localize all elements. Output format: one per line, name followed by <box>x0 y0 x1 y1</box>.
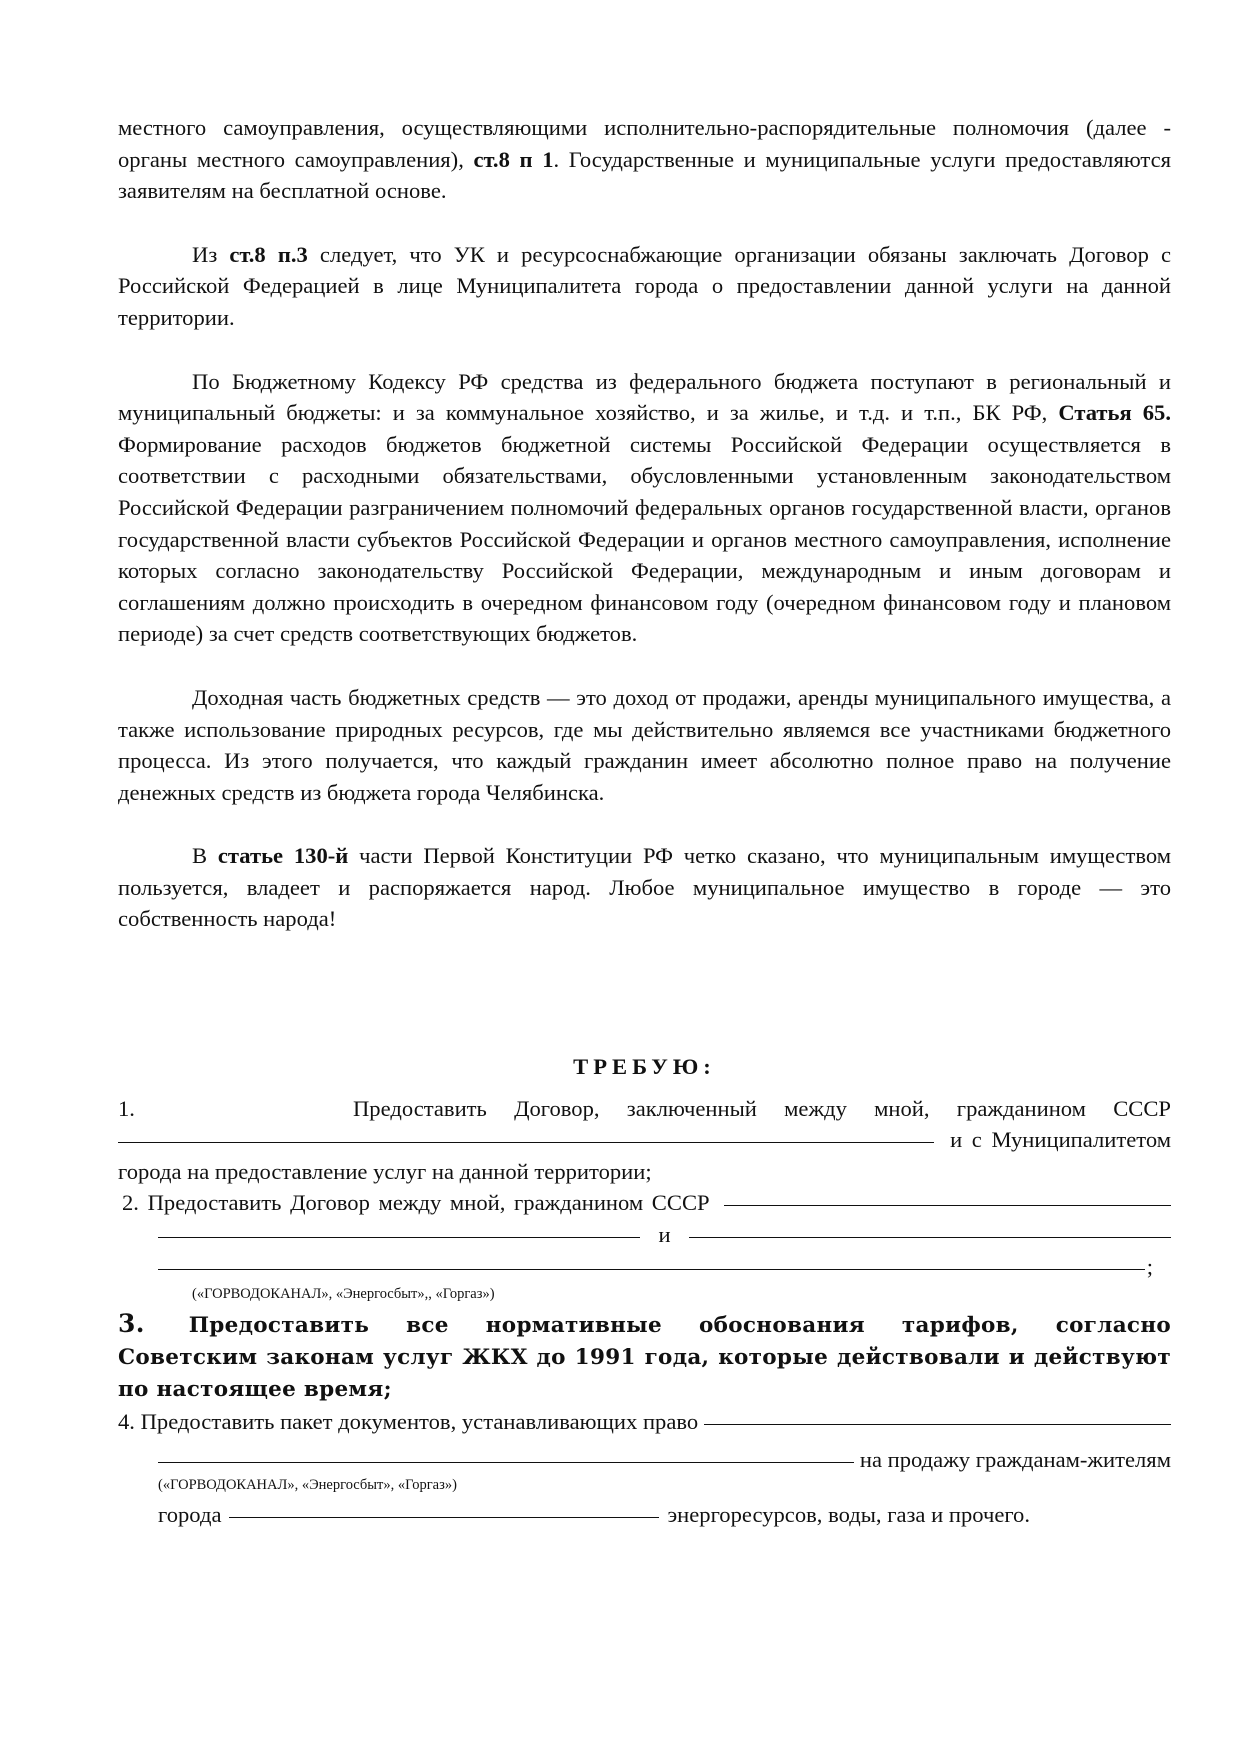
demand-3-number: 3. <box>118 1309 145 1339</box>
demand-4-line-1 <box>118 1406 1171 1438</box>
paragraph-text: По Бюджетному Кодексу РФ средства из федерального бюджета поступают в региональный и муниципальный бюджеты: и за коммунальное хозяйство, и за жилье, и т.д. и т.п., БК РФ, <box>118 368 1171 426</box>
paragraph-text: . Государственные и муниципальные услуги предоставляются заявителям на бесплатной основе. <box>118 146 1171 204</box>
paragraph-text: местного самоуправления, осуществляющими исполнительно-распорядительные полномочия (далее - органы местного самоуправления), <box>118 115 1171 172</box>
document-page <box>118 112 1171 1531</box>
demand-2-text: 2. Предоставить Договор между мной, гражданином СССР <box>122 1190 710 1216</box>
blank-line <box>158 1237 640 1238</box>
demand-2-note: («ГОРВОДОКАНАЛ», «Энергосбыт»,, «Горгаз») <box>192 1286 495 1303</box>
demand-4-line-3 <box>118 1499 1171 1531</box>
demand-3-text: Предоставить все нормативные обоснования тарифов, согласно Советским законам услуг ЖКХ до 1991 года, которые действовали и действуют по настоящее время; <box>118 1313 1171 1403</box>
blank-line <box>158 1269 1145 1270</box>
law-reference: Статья 65. <box>1058 400 1171 426</box>
paragraph-text: В <box>192 843 218 869</box>
demand-2-line-3 <box>118 1251 1171 1283</box>
paragraph-5 <box>118 840 1171 935</box>
paragraph-text: следует, что УК и ресурсоснабжающие организации обязаны заключать Договор с Российской Федерацией в лице Муниципалитета города о предоставлении данной услуги на данной территории. <box>118 241 1172 330</box>
demand-4-text: на продажу гражданам-жителям <box>859 1446 1171 1472</box>
blank-line <box>118 1142 934 1143</box>
demand-4-city: города <box>158 1502 222 1528</box>
paragraph-text: Формирование расходов бюджетов бюджетной системы Российской Федерации осуществляется в соответствии с расходными обязательствами, обусловленными установленным законодательством Российской Федерации разграничением полномочий федеральных органов государственной власти, органов государственной власти субъектов Российской Федерации и органов местного самоуправления, исполнение которых согласно законодательству Российской Федерации, международным и иным договорам и соглашениям должно происходить в очередном финансовом году (очередном финансовом году и плановом периоде) за счет средств соответствующих бюджетов. <box>118 431 1171 647</box>
demand-4-note: («ГОРВОДОКАНАЛ», «Энергосбыт», «Горгаз») <box>158 1477 457 1494</box>
blank-line <box>724 1205 1171 1206</box>
blank-line <box>158 1462 854 1463</box>
demand-title: ТРЕБУЮ: <box>573 1054 716 1080</box>
paragraph-4: Доходная часть бюджетных средств — это доход от продажи, аренды муниципального имущества, а также использование природных ресурсов, где мы действительно являемся все участниками бюджетного процесса. Из этого получается, что каждый гражданин имеет абсолютно полное право на получение денежных средств из бюджета города Челябинска. <box>118 684 1171 805</box>
demand-2-line-2 <box>118 1219 1171 1251</box>
law-reference: статье 130-й <box>217 843 349 869</box>
demand-1-line-3: города на предоставление услуг на данной территории; <box>118 1158 652 1184</box>
blank-line <box>229 1517 659 1518</box>
demand-1-line-2 <box>118 1124 1171 1156</box>
demand-2-semicolon: ; <box>1146 1253 1153 1279</box>
paragraph-1 <box>118 112 1171 207</box>
demand-4-text: 4. Предоставить пакет документов, устанавливающих право <box>118 1409 699 1435</box>
demand-4-line-2 <box>118 1444 1171 1476</box>
demand-4-text: энергоресурсов, воды, газа и прочего. <box>667 1502 1030 1528</box>
blank-line <box>704 1424 1171 1425</box>
demand-1-text: и с Муниципалитетом <box>950 1127 1171 1153</box>
blank-line <box>689 1237 1171 1238</box>
paragraph-text: Из <box>192 241 230 267</box>
demand-3 <box>118 1308 1171 1406</box>
demand-2-line-1 <box>118 1187 1171 1219</box>
paragraph-text: части Первой Конституции РФ четко сказано, что муниципальным имуществом пользуется, владеет и распоряжается народ. Любое муниципальное имущество в городе — это собственность народа! <box>118 843 1171 932</box>
law-reference: ст.8 п 1 <box>473 146 554 172</box>
paragraph-2 <box>118 239 1171 334</box>
demand-1-line-1: 1. Предоставить Договор, заключенный между мной, гражданином СССР <box>118 1095 1171 1121</box>
demand-2-and: и <box>658 1222 671 1248</box>
paragraph-3 <box>118 366 1171 650</box>
law-reference: ст.8 п.3 <box>229 241 308 267</box>
